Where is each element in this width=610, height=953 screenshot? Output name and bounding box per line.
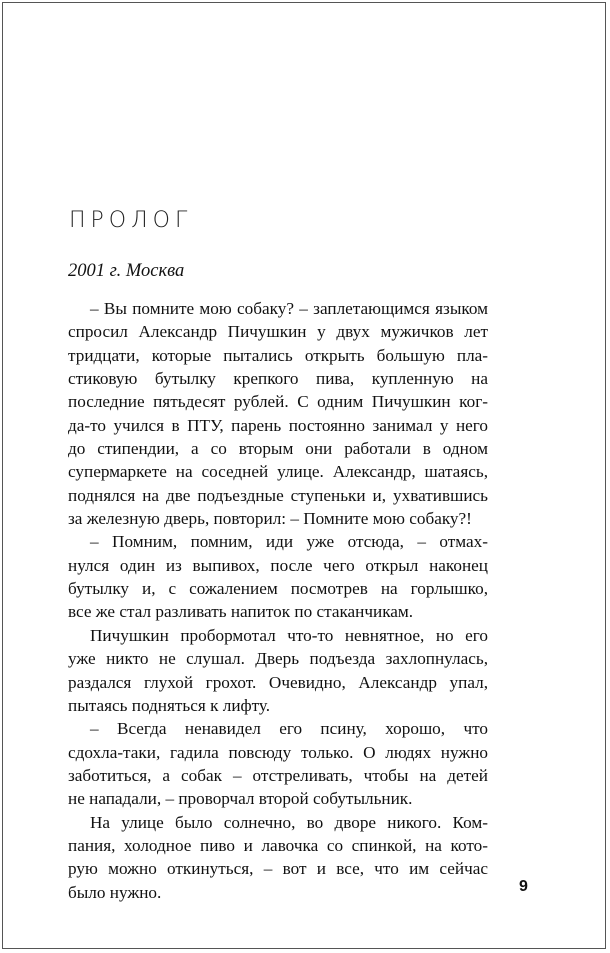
- text-line: было нужно.: [68, 882, 162, 902]
- text-line: бутылку и, с сожалением посмотрев на горлышко,: [68, 579, 488, 599]
- text-line: пытаясь подняться к лифту.: [68, 695, 271, 715]
- text-line: супермаркете на соседней улице. Александр, шатаясь,: [68, 462, 488, 482]
- paragraph: [68, 624, 488, 717]
- text-line: спросил Александр Пичушкин у двух мужичков лет: [68, 322, 488, 342]
- text-line: до стипендии, а со вторым они работали в одном: [68, 439, 488, 459]
- text-line: нулся один из выпивох, после чего открыл наконец: [68, 555, 488, 575]
- paragraph: [68, 811, 488, 904]
- text-line: – Вы помните мою собаку? – заплетающимся языком: [90, 299, 488, 318]
- text-line: рую можно откинуться, – вот и все, что им сейчас: [68, 859, 488, 879]
- body-text: [68, 297, 488, 904]
- text-line: да-то учился в ПТУ, парень постоянно занимал у него: [68, 415, 488, 435]
- text-line: все же стал разливать напиток по стаканчикам.: [68, 602, 414, 622]
- page-number: 9: [519, 878, 528, 895]
- text-line: не нападали, – проворчал второй собутыльник.: [68, 789, 413, 809]
- paragraph: [68, 530, 488, 623]
- paragraph: [68, 297, 488, 530]
- chapter-title: ПРОЛОГ: [69, 208, 193, 233]
- text-line: тридцати, которые пытались открыть большую пла-: [68, 345, 488, 365]
- text-line: поднялся на две подъездные ступеньки и, ухватившись: [68, 485, 488, 505]
- chapter-subtitle: 2001 г. Москва: [68, 261, 185, 281]
- book-page: [2, 2, 606, 949]
- text-line: На улице было солнечно, во дворе никого. Ком-: [90, 812, 488, 832]
- text-line: заботиться, а собак – отстреливать, чтобы на детей: [68, 765, 488, 785]
- text-line: раздался глухой грохот. Очевидно, Александр упал,: [68, 672, 488, 692]
- text-line: за железную дверь, повторил: – Помните мою собаку?!: [68, 509, 472, 529]
- text-line: сдохла-таки, гадила повсюду только. О людях нужно: [68, 742, 488, 762]
- text-line: – Помним, помним, иди уже отсюда, – отмах-: [90, 532, 488, 552]
- text-line: стиковую бутылку крепкого пива, купленную на: [68, 369, 488, 389]
- paragraph: [68, 717, 488, 810]
- text-line: – Всегда ненавидел его псину, хорошо, что: [90, 719, 488, 739]
- text-line: Пичушкин пробормотал что-то невнятное, но его: [90, 625, 488, 645]
- text-line: уже никто не слушал. Дверь подъезда захлопнулась,: [68, 649, 488, 669]
- text-line: пания, холодное пиво и лавочка со спинкой, на кото-: [68, 835, 488, 855]
- text-line: последние пятьдесят рублей. С одним Пичушкин ког-: [68, 392, 488, 412]
